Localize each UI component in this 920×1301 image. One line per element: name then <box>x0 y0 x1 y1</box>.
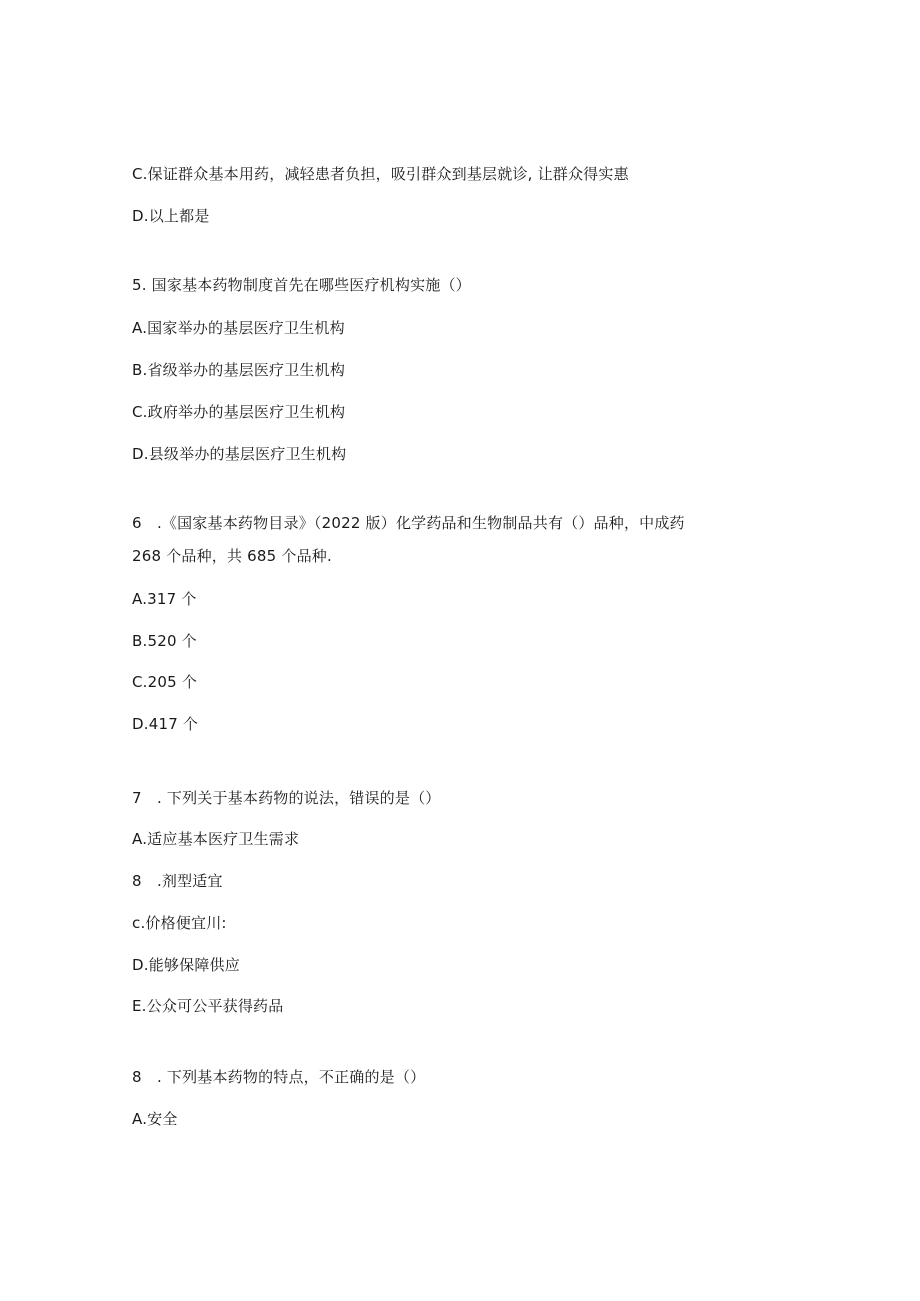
option-5a: A.国家举办的基层医疗卫生机构 <box>132 319 345 337</box>
option-6c: C.205 个 <box>132 673 198 691</box>
option-5d: D.县级举办的基层医疗卫生机构 <box>132 445 347 463</box>
option-7d: D.能够保障供应 <box>132 956 240 974</box>
option-7c: c.价格便宜川: <box>132 914 227 932</box>
question-6-line-1: 6 .《国家基本药物目录》（2022 版）化学药品和生物制品共有（）品种，中成药 <box>132 514 685 532</box>
question-6-line-2: 268 个品种，共 685 个品种. <box>132 547 332 565</box>
option-4d: D.以上都是 <box>132 207 210 225</box>
question-8: 8 . 下列基本药物的特点，不正确的是（） <box>132 1068 426 1086</box>
option-6d: D.417 个 <box>132 715 199 733</box>
option-7a: A.适应基本医疗卫生需求 <box>132 830 300 848</box>
question-5: 5. 国家基本药物制度首先在哪些医疗机构实施（） <box>132 276 471 294</box>
option-6a: A.317 个 <box>132 590 197 608</box>
option-4c: C.保证群众基本用药，减轻患者负担，吸引群众到基层就诊, 让群众得实惠 <box>132 165 629 183</box>
option-6b: B.520 个 <box>132 632 197 650</box>
option-8a: A.安全 <box>132 1110 178 1128</box>
option-7e: E.公众可公平获得药品 <box>132 997 284 1015</box>
option-7b: 8 .剂型适宜 <box>132 872 223 890</box>
question-7: 7 . 下列关于基本药物的说法，错误的是（） <box>132 789 441 807</box>
option-5c: C.政府举办的基层医疗卫生机构 <box>132 403 346 421</box>
option-5b: B.省级举办的基层医疗卫生机构 <box>132 361 346 379</box>
